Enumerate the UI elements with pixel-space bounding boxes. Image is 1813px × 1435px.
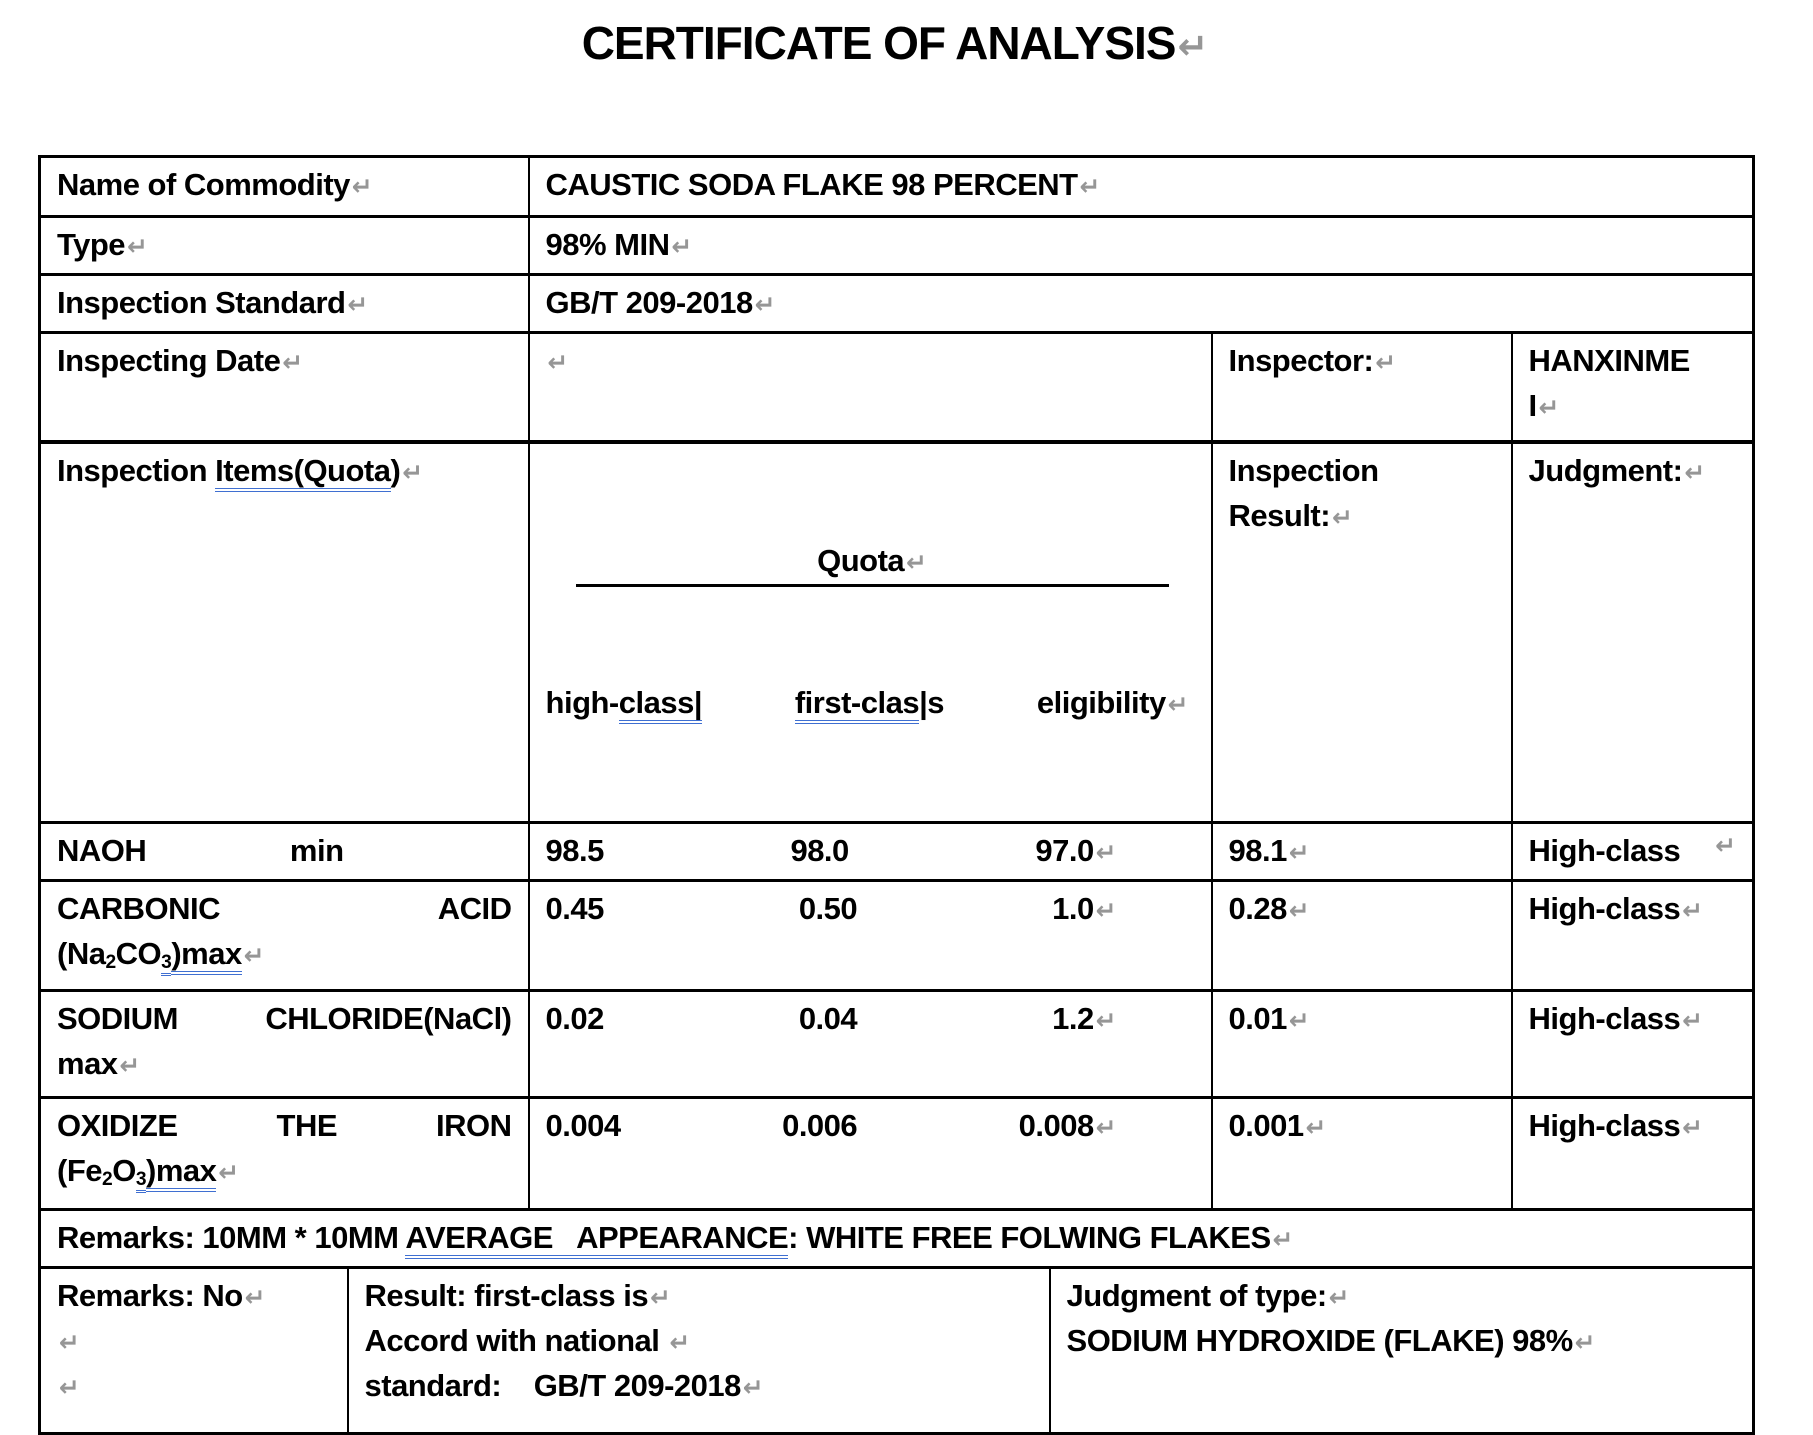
certificate-table	[38, 155, 1755, 1435]
return-mark: ↵	[1684, 460, 1706, 488]
cell-remarks	[40, 1209, 1754, 1267]
cell-inspecting-date-value	[529, 332, 1212, 442]
cell-inspecting-date-label	[40, 332, 529, 442]
return-mark: ↵	[1682, 1114, 1704, 1142]
cell-standard-value	[529, 274, 1754, 332]
return-mark: ↵	[243, 942, 265, 970]
cell-naoh-item	[40, 822, 529, 880]
naoh-judgment: High-class	[1528, 832, 1681, 868]
return-mark: ↵	[1538, 394, 1560, 422]
iron-item-line2: (Fe2O3)max↵	[57, 1149, 512, 1194]
naoh-item-line: NAOH min	[57, 832, 344, 868]
return-mark: ↵	[1095, 1007, 1117, 1035]
cell-footer-judgment	[1050, 1267, 1754, 1433]
sodium-item-line1: SODIUM CHLORIDE(NaCl)	[57, 1000, 512, 1036]
row-name-of-commodity	[40, 157, 1754, 217]
standard-value: GB/T 209-2018	[545, 284, 753, 320]
cell-iron-judgment	[1512, 1097, 1754, 1209]
cell-carbonic-item	[40, 880, 529, 990]
return-mark: ↵	[1167, 692, 1189, 720]
standard-label: Inspection Standard	[57, 284, 346, 320]
return-mark: ↵	[906, 550, 927, 578]
cell-standard-label	[40, 274, 529, 332]
cell-commodity-label	[40, 157, 529, 217]
row-sodium-chloride	[40, 990, 1754, 1097]
cell-carbonic-judgment	[1512, 880, 1754, 990]
row-type	[40, 217, 1754, 275]
row-remarks	[40, 1209, 1754, 1267]
cell-items-label	[40, 442, 529, 822]
row-items-header	[40, 442, 1754, 822]
iron-result: 0.001	[1228, 1107, 1304, 1143]
return-mark: ↵	[1272, 1226, 1294, 1254]
return-mark: ↵	[59, 1374, 80, 1402]
return-mark: ↵	[1177, 26, 1209, 67]
return-mark: ↵	[282, 349, 304, 377]
return-mark: ↵	[127, 234, 148, 261]
return-mark: ↵	[669, 1329, 691, 1357]
result-header-line2: Result:↵	[1228, 498, 1353, 534]
sodium-q-first: 0.04	[798, 1000, 858, 1036]
footer-result-line1: Result: first-class is↵	[364, 1277, 671, 1313]
sodium-item-line2: max↵	[57, 1045, 141, 1081]
footer-remarks-line3	[57, 1364, 331, 1409]
cell-commodity-value	[529, 157, 1754, 217]
cell-sodium-quota	[529, 990, 1212, 1097]
iron-item-line1: OXIDIZE THE IRON	[57, 1107, 512, 1143]
remarks-text: Remarks: 10MM * 10MM AVERAGE APPEARANCE: WHITE FREE FOLWING FLAKES	[57, 1220, 1271, 1259]
return-mark: ↵	[742, 1374, 764, 1402]
type-value: 98% MIN	[545, 227, 670, 262]
quota-title: Quota↵	[576, 539, 1169, 587]
footer-judgment-value: SODIUM HYDROXIDE (FLAKE) 98%↵	[1066, 1322, 1596, 1358]
iron-judgment: High-class	[1528, 1107, 1681, 1143]
cell-carbonic-quota	[529, 880, 1212, 990]
cell-naoh-quota	[529, 822, 1212, 880]
return-mark: ↵	[754, 291, 776, 319]
row-carbonic-acid	[40, 880, 1754, 990]
carbonic-item-line2: (Na2CO3)max↵	[57, 932, 512, 977]
row-inspection-standard	[40, 274, 1754, 332]
iron-q-elig: 0.008↵	[1018, 1107, 1117, 1143]
cell-footer-result	[348, 1267, 1050, 1433]
cell-carbonic-result	[1212, 880, 1512, 990]
title-text: CERTIFICATE OF ANALYSIS	[581, 17, 1176, 69]
cell-iron-quota	[529, 1097, 1212, 1209]
cell-iron-result	[1212, 1097, 1512, 1209]
return-mark: ↵	[1079, 174, 1101, 201]
cell-judgment-header	[1512, 442, 1754, 822]
sodium-judgment: High-class	[1528, 1000, 1681, 1036]
cell-inspector-name	[1512, 332, 1754, 442]
carbonic-q-first: 0.50	[798, 890, 858, 926]
inspecting-date-label: Inspecting Date	[57, 342, 281, 378]
inspector-label: Inspector:	[1228, 342, 1374, 378]
return-mark: ↵	[351, 174, 373, 201]
return-mark: ↵	[650, 1284, 671, 1312]
cell-sodium-item	[40, 990, 529, 1097]
return-mark: ↵	[218, 1159, 240, 1187]
carbonic-result: 0.28	[1228, 890, 1287, 926]
inspector-name-line2: I↵	[1528, 387, 1560, 423]
result-header-line1: Inspection	[1228, 453, 1379, 489]
return-mark: ↵	[1288, 1007, 1310, 1035]
return-mark: ↵	[1715, 832, 1737, 860]
naoh-q-high: 98.5	[545, 832, 604, 868]
cell-type-value	[529, 217, 1754, 275]
return-mark: ↵	[1682, 1007, 1704, 1035]
cell-type-label	[40, 217, 529, 275]
return-mark: ↵	[244, 1284, 266, 1312]
inspector-name-line1: HANXINME	[1528, 342, 1690, 378]
return-mark: ↵	[119, 1052, 141, 1080]
naoh-q-elig: 97.0↵	[1035, 832, 1117, 868]
return-mark: ↵	[1574, 1329, 1596, 1357]
naoh-result: 98.1	[1228, 832, 1287, 868]
sodium-result: 0.01	[1228, 1000, 1287, 1036]
cell-inspector-label	[1212, 332, 1512, 442]
cell-sodium-result	[1212, 990, 1512, 1097]
cell-sodium-judgment	[1512, 990, 1754, 1097]
return-mark: ↵	[671, 234, 693, 261]
quota-subheader	[546, 677, 1195, 726]
return-mark: ↵	[1095, 897, 1117, 925]
iron-q-first: 0.006	[782, 1107, 858, 1143]
cell-result-header	[1212, 442, 1512, 822]
row-iron-oxide	[40, 1097, 1754, 1209]
return-mark: ↵	[1375, 349, 1397, 377]
return-mark: ↵	[402, 460, 424, 488]
items-label: Inspection Items(Quota)	[57, 453, 400, 492]
sodium-q-elig: 1.2↵	[1052, 1000, 1117, 1036]
return-mark: ↵	[1332, 505, 1353, 533]
cell-iron-item	[40, 1097, 529, 1209]
row-inspecting-date	[40, 332, 1754, 442]
page-title	[38, 16, 1752, 70]
return-mark: ↵	[347, 291, 369, 319]
footer-remarks-line2	[57, 1319, 331, 1364]
row-naoh	[40, 822, 1754, 880]
commodity-label: Name of Commodity	[57, 167, 350, 202]
quota-col-eligibility: eligibility↵	[1036, 685, 1189, 721]
cell-footer-remarks	[40, 1267, 348, 1433]
quota-col-first-class: first-clas|s	[795, 681, 944, 726]
carbonic-item-line1: CARBONIC ACID	[57, 890, 512, 926]
row-footer	[40, 1267, 1754, 1433]
return-mark: ↵	[1288, 897, 1310, 925]
return-mark: ↵	[59, 1329, 80, 1357]
type-label: Type	[57, 227, 126, 262]
carbonic-judgment: High-class	[1528, 890, 1681, 926]
footer-result-line3: standard: GB/T 209-2018↵	[364, 1367, 764, 1403]
cell-naoh-judgment	[1512, 822, 1754, 880]
carbonic-q-high: 0.45	[545, 890, 604, 926]
cell-quota-header	[529, 442, 1212, 822]
cell-naoh-result	[1212, 822, 1512, 880]
footer-remarks-line1: Remarks: No↵	[57, 1277, 266, 1313]
return-mark: ↵	[1305, 1114, 1327, 1142]
footer-judgment-label: Judgment of type:↵	[1066, 1277, 1350, 1313]
quota-col-high-class: high-class|	[546, 681, 703, 726]
sodium-q-high: 0.02	[545, 1000, 604, 1036]
footer-result-line2: Accord with national ↵	[364, 1322, 691, 1358]
return-mark: ↵	[1288, 839, 1310, 867]
return-mark: ↵	[1095, 1114, 1117, 1142]
naoh-q-first: 98.0	[790, 832, 849, 868]
commodity-value: CAUSTIC SODA FLAKE 98 PERCENT	[545, 167, 1078, 202]
return-mark: ↵	[1682, 897, 1704, 925]
return-mark: ↵	[1095, 839, 1117, 867]
carbonic-q-elig: 1.0↵	[1052, 890, 1117, 926]
judgment-header-label: Judgment:	[1528, 453, 1683, 489]
return-mark: ↵	[547, 349, 569, 377]
iron-q-high: 0.004	[545, 1107, 621, 1143]
return-mark: ↵	[1328, 1284, 1350, 1312]
